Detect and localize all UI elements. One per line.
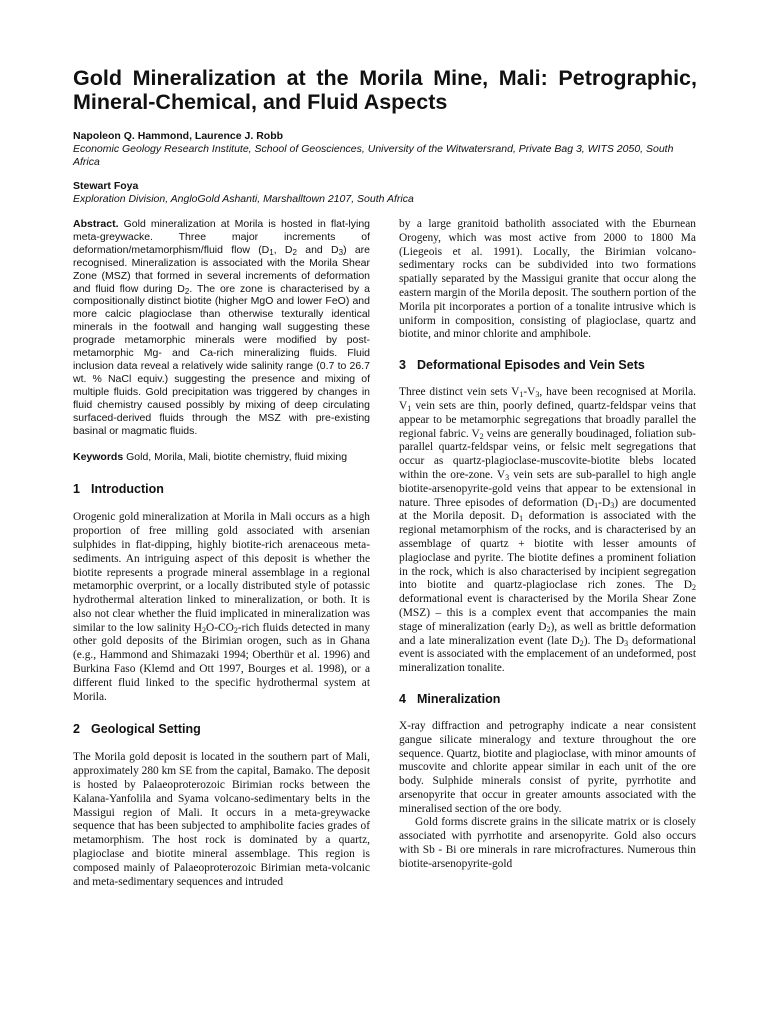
geological-setting-paragraph-2: by a large granitoid batholith associated with the Eburnean Orogeny, which was most active from 2000 to 1800 Ma (Liegeois et al. 1991). Locally, the Birimian volcano-sedimentary rocks can be subdivided into two formations spatially separated by the Massigui granite that occur along the eastern margin of the Morila deposit. The southern portion of the Morila pit incorporates a portion of a tonalite intrusive which is uniform in composition, consisting of plagioclase, quartz and biotite, and minor chlorite and amphibole. xyxy=(399,218,696,341)
abstract: Abstract. Gold mineralization at Morila is hosted in flat-lying meta-greywacke. Three major increments of deformation/metamorphism/fluid flow ($D_1$, $D_2$ and $D_3$) are recognised. Mineralization is associated with the Morila Shear Zone (MSZ) that formed in several increments of deformation and fluid flow during $D_2$. The ore zone is characterised by a compositionally distinct biotite (higher MgO and lower FeO) and more calcic plagioclase than otherwise texturally identical minerals in the footwall and hanging wall suggesting these prograde metamorphic minerals were modified by post-metamorphic Mg- and Ca-rich mineralizing fluids. Fluid inclusion data reveal a relatively wide salinity range (0.7 to 26.7 wt. % NaCl equiv.) suggesting the presence and mixing of multiple fluids. Gold precipitation was triggered by changes in fluid chemistry caused possibly by mixing of deep circulating surfaced-derived fluids through the MSZ with pre-existing basinal or magmatic fluids. xyxy=(73,218,371,437)
section-heading-deformation: 3 Deformational Episodes and Vein Sets xyxy=(399,358,645,373)
left-column xyxy=(73,218,370,889)
geological-setting-paragraph-1: The Morila gold deposit is located in the southern part of Mali, approximately 280 km SE from the capital, Bamako. The deposit is hosted by Palaeoproterozoic Birimian rocks between the Kalana-Yanfolila and Syama volcano-sedimentary belts in the Massigui region of Mali. It occurs in a meta-greywacke sequence that has been subjected to amphibolite facies grades of metamorphism. The host rock is dominated by a quartz, plagioclase and biotite mineral assemblage. This region is composed mainly of Palaeoproterozoic Birimian meta-volcanic and meta-sedimentary sequences and intruded xyxy=(73,751,370,888)
author-names-2: Stewart Foya xyxy=(73,180,139,192)
author-block-1 xyxy=(73,130,697,169)
author-affiliation-2: Exploration Division, AngloGold Ashanti, Marshalltown 2107, South Africa xyxy=(73,193,414,205)
abstract-label: Abstract. xyxy=(73,218,119,230)
author-affiliation-1: Economic Geology Research Institute, School of Geosciences, University of the Witwatersrand, Private Bag 3, WITS 2050, South Africa xyxy=(73,143,674,168)
author-block-2 xyxy=(73,180,697,206)
mineralization-paragraph-1: X-ray diffraction and petrography indicate a near consistent gangue silicate mineralogy and texture throughout the ore sequence. Quartz, biotite and plagioclase, with minor amounts of muscovite and chlorite appear similar in each unit of the ore body. Sulphide minerals consist of pyrite, pyrrhotite and arsenopyrite that occur in greater amounts associated with the mineralised section of the ore body. xyxy=(399,719,696,815)
section-heading-mineralization: 4 Mineralization xyxy=(399,691,501,706)
right-column xyxy=(399,218,696,872)
mineralization-paragraph-2: Gold forms discrete grains in the silicate matrix or is closely associated with pyrrhotite and arsenopyrite. Gold also occurs with Sb - Bi ore minerals in rare microfractures. Numerous thin biotite-arsenopyrite-gold xyxy=(399,816,696,870)
section-heading-introduction: 1 Introduction xyxy=(73,482,164,497)
deformation-paragraph: Three distinct vein sets $V_1-V_3$, have been recognised at Morila. $V_1$ vein sets are thin, poorly defined, quartz-feldspar veins that appear to be metamorphic segregations that broadly parallel the regional fabric. $V_2$ veins are generally boudinaged, foliation sub-parallel quartz-feldspar veins, or felsic melt segregations that occur as quartz-plagioclase-muscovite-biotite blebs located within the ore-zone. $V_3$ vein sets are sub-parallel to high angle biotite-arsenopyrite-gold veins that appear to be extensional in nature. Three episodes of deformation $(D_1-D_3)$ are documented at the Morila deposit. $D_1$ deformation is associated with the regional metamorphism of the rocks, and is characterised by an assemblage of quartz + biotite with lesser amounts of plagioclase and pyrite. The biotite defines a prominent foliation in the rock, which is also characterised by incipient segregation into biotite and quartz-plagioclase rich zones. The $D_2$ deformational event is characterised by the Morila Shear Zone (MSZ) – this is a complex event that accompanies the main stage of mineralization (early $D_2$), as well as brittle deformation and a late mineralization event (late $D_2$). The $D_3$ deformational event is associated with the emplacement of an undeformed, post mineralization tonalite. xyxy=(399,386,696,675)
keywords: Keywords Gold, Morila, Mali, biotite chemistry, fluid mixing xyxy=(73,451,348,464)
keywords-label: Keywords xyxy=(73,451,124,464)
paper-title: Gold Mineralization at the Morila Mine, Mali: Petrographic, Mineral-Chemical, and Fluid Aspects xyxy=(73,66,697,114)
section-heading-geological-setting: 2 Geological Setting xyxy=(73,722,201,737)
introduction-paragraph: Orogenic gold mineralization at Morila in Mali occurs as a high proportion of free milling gold associated with arsenian sulphides in flat-dipping, highly biotite-rich arenaceous meta-sediments. An intriguing aspect of this deposit is whether the biotite represents a prograde mineral assemblage in a regional metamorphic overprint, or a locally distributed style of potassic hydrothermal alteration linked to mineralization, or both. It is also not clear whether the fluid implicated in mineralization was similar to the low salinity $H_2O-CO_2$-rich fluids detected in many other gold deposits of the Birimian orogen, such as in Ghana (e.g., Hammond and Shimazaki 1994; Oberthür et al. 1996) and Burkina Faso (Klemd and Ott 1997, Bourges et al. 1998), or a different fluid linked to the specific hydrothermal system at Morila. xyxy=(73,511,371,703)
author-names-1: Napoleon Q. Hammond, Laurence J. Robb xyxy=(73,130,284,142)
